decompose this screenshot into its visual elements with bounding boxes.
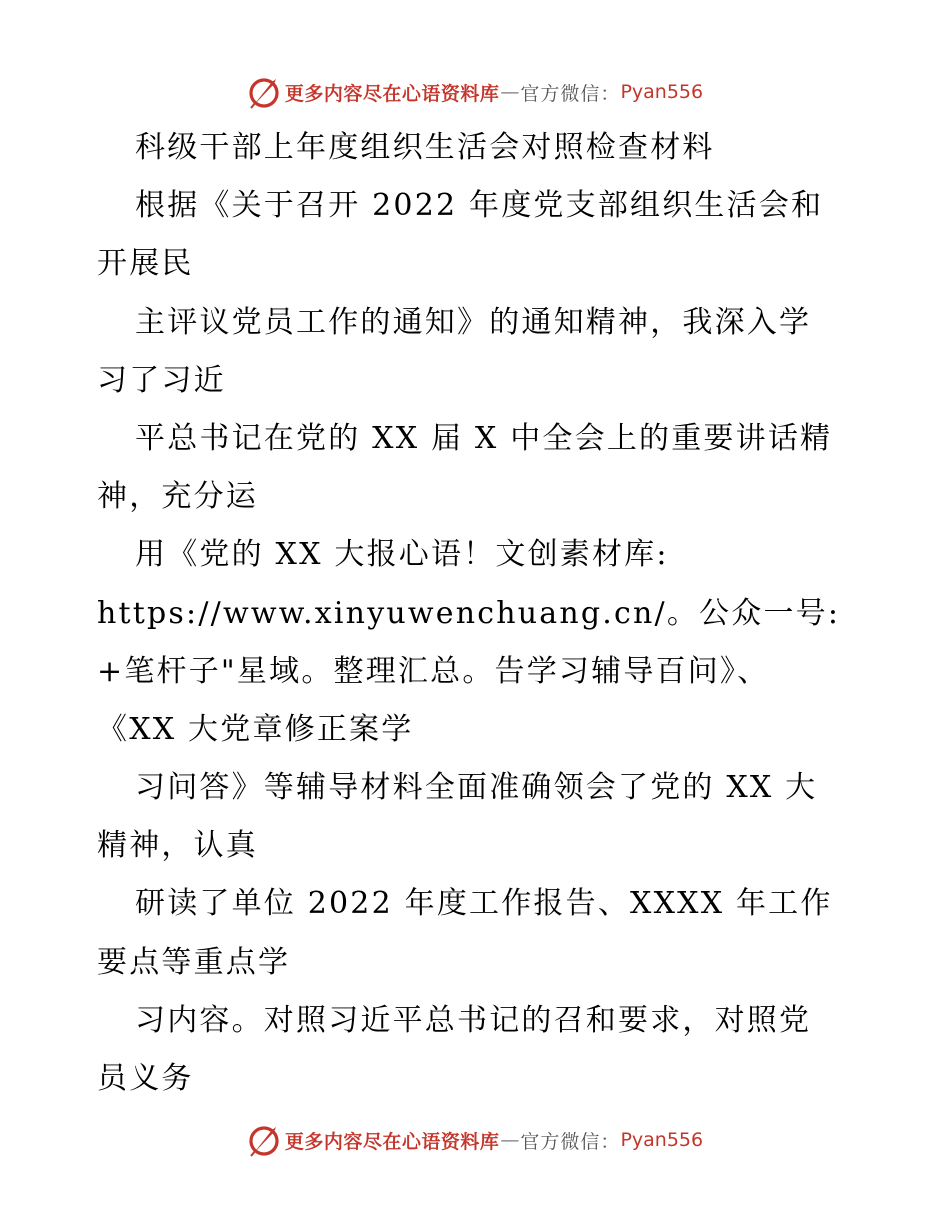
paragraph-line: 主评议党员工作的通知》的通知精神，我深入学: [135, 304, 812, 340]
header-watermark: [0, 72, 950, 112]
paragraph-line: 精神，认真: [97, 828, 258, 864]
footer-watermark: [0, 1120, 950, 1160]
watermark-content: [247, 75, 703, 109]
paragraph-line: +笔杆子"星域。整理汇总。告学习辅导百问》、: [97, 653, 770, 689]
paragraph-line: 研读了单位 2022 年度工作报告、XXXX 年工作: [135, 886, 833, 922]
quill-logo-icon: [247, 1123, 281, 1157]
watermark-wechat-id: Pyan556: [620, 1129, 704, 1151]
paragraph-line: 要点等重点学: [97, 944, 291, 980]
watermark-wechat-label: 官方微信：: [520, 82, 621, 105]
paragraph-line: 习内容。对照习近平总书记的召和要求，对照党: [135, 1002, 812, 1038]
document-body: [97, 126, 857, 1115]
paragraph-line: 用《党的 XX 大报心语！文创素材库:: [135, 537, 669, 573]
paragraph-line: 《XX 大党章修正案学: [97, 711, 414, 747]
paragraph-line: 神，充分运: [97, 479, 258, 515]
paragraph-line: 平总书记在党的 XX 届 X 中全会上的重要讲话精: [135, 420, 833, 456]
paragraph-line: 根据《关于召开 2022 年度党支部组织生活会和: [135, 188, 824, 224]
document-title: 科级干部上年度组织生活会对照检查材料: [135, 130, 715, 165]
paragraph-line: 习了习近: [97, 362, 226, 398]
paragraph-line: https://www.xinyuwenchuang.cn/。公众一号:: [97, 595, 841, 631]
paragraph-line: 员义务: [97, 1061, 194, 1096]
paragraph-line: 开展民: [97, 246, 194, 282]
watermark-separator: —: [500, 1129, 520, 1151]
watermark-main-text: 更多内容尽在心语资料库: [284, 82, 500, 105]
paragraph-line: 习问答》等辅导材料全面准确领会了党的 XX 大: [135, 770, 818, 806]
watermark-wechat-label: 官方微信：: [520, 1130, 621, 1153]
watermark-wechat-id: Pyan556: [620, 81, 704, 103]
watermark-content: [247, 1123, 703, 1157]
quill-logo-icon: [247, 75, 281, 109]
watermark-main-text: 更多内容尽在心语资料库: [284, 1130, 500, 1153]
watermark-separator: —: [500, 81, 520, 103]
